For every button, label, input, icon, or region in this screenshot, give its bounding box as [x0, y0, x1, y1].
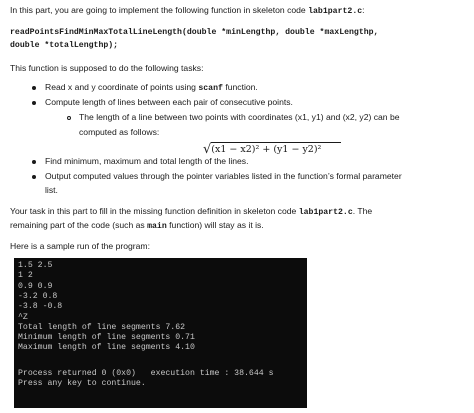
task-filename: lab1part2.c: [298, 208, 353, 217]
bullet-read-tail: function.: [225, 82, 258, 92]
bullet-read-points: [45, 82, 258, 93]
console-line: Maximum length of line segments 4.10: [18, 343, 195, 353]
main-code: main: [147, 222, 167, 231]
intro-paragraph: [10, 5, 365, 16]
task-tail: . The: [352, 206, 373, 216]
console-output: [14, 258, 307, 408]
bullet-icon: [32, 86, 36, 90]
console-line: -3.8 -0.8: [18, 302, 63, 312]
sub-bullet-line-1: The length of a line between two points with coordinates (x1, y1) and (x2, y2) can be: [79, 112, 400, 122]
console-line: Total length of line segments 7.62: [18, 322, 186, 332]
bullet-compute-length: Compute length of lines between each pair of consecutive points.: [45, 97, 293, 107]
task-line-1: [10, 206, 372, 217]
bullet-icon: [32, 175, 36, 179]
sample-run-intro: Here is a sample run of the program:: [10, 241, 150, 251]
task-text: Your task in this part to fill in the missing function definition in skeleton code: [10, 206, 297, 216]
sub-bullet-line-2: computed as follows:: [79, 127, 160, 137]
bullet-output-line-2: list.: [45, 185, 58, 195]
console-line: 0.9 0.9: [18, 281, 53, 291]
sqrt-symbol: √: [203, 142, 212, 157]
task-post: function) will stay as it is.: [169, 220, 264, 230]
bullet-read-text: Read x and y coordinate of points using: [45, 82, 196, 92]
signature-line-1: readPointsFindMinMaxTotalLineLength(double *minLengthp, double *maxLengthp,: [10, 28, 379, 37]
bullet-icon: [32, 101, 36, 105]
signature-line-2: double *totalLengthp);: [10, 41, 119, 50]
intro-text: In this part, you are going to implement the following function in skeleton code: [10, 5, 306, 15]
bullet-output-line-1: Output computed values through the pointer variables listed in the function’s formal parameter: [45, 171, 402, 181]
sub-bullet-icon: [67, 116, 71, 120]
console-line: 1 2: [18, 271, 33, 281]
task-pre: remaining part of the code (such as: [10, 220, 145, 230]
console-line: ^Z: [18, 312, 28, 322]
bullet-icon: [32, 160, 36, 164]
intro-filename: lab1part2.c: [308, 7, 363, 16]
intro-colon: :: [362, 5, 365, 15]
console-line: Process returned 0 (0x0) execution time : 38.644 s: [18, 369, 274, 378]
bullet-find-min-max: Find minimum, maximum and total length of the lines.: [45, 156, 249, 166]
task-line-2: [10, 220, 264, 231]
tasks-intro: This function is supposed to do the following tasks:: [10, 63, 204, 73]
distance-formula: [203, 141, 321, 156]
sqrt-bar: [211, 142, 341, 143]
console-line: -3.2 0.8: [18, 291, 58, 301]
console-line: Minimum length of line segments 0.71: [18, 333, 195, 343]
console-line: 1.5 2.5: [18, 261, 53, 270]
formula-radicand: (x1 − x2)² + (y1 − y2)²: [211, 144, 322, 155]
scanf-code: scanf: [198, 84, 223, 93]
console-line: Press any key to continue.: [18, 379, 146, 389]
